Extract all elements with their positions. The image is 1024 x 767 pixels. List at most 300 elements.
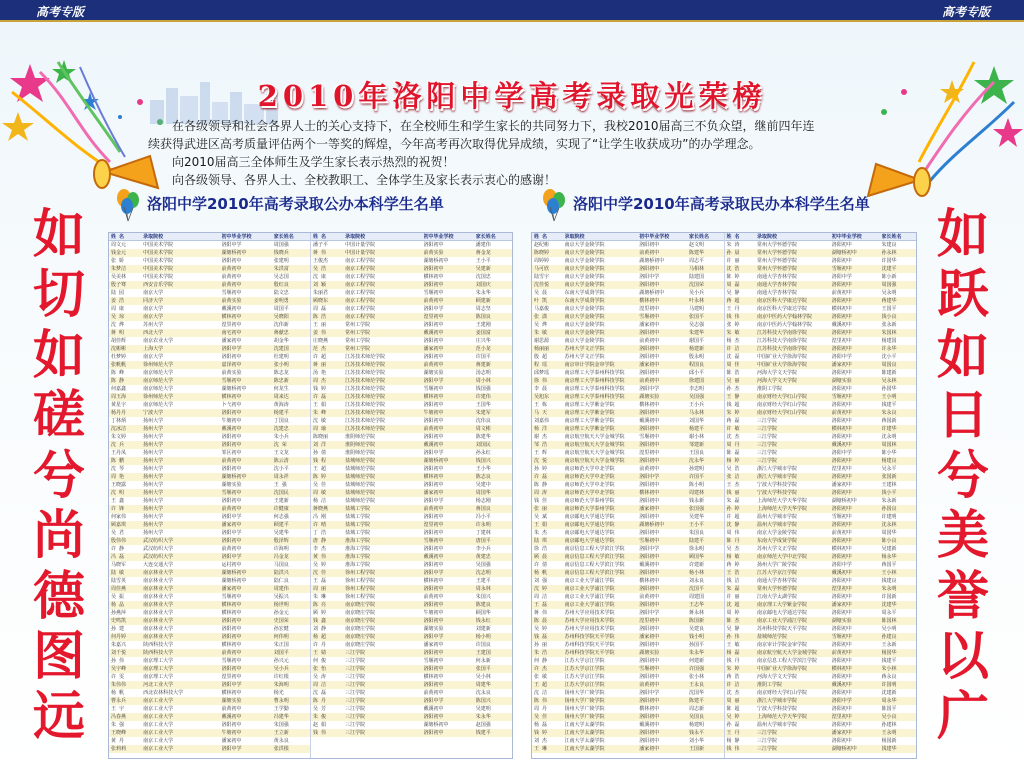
table-cell: 王建林 (881, 482, 897, 488)
table-cell: 中国矿业大学徐海学院 (757, 362, 808, 368)
table-cell: 南京审计学院金审学院 (564, 362, 615, 368)
table-row (109, 401, 310, 409)
table-cell: 洛阳初中 (221, 626, 242, 632)
table-cell: 湟里初中 (423, 522, 444, 528)
table-row (109, 337, 310, 345)
table-cell: 湖塘桥初中 (423, 258, 449, 264)
table-row (311, 673, 512, 681)
table-cell: 湟里初中 (221, 674, 242, 680)
intro-line: 续获得武进区高考质量评估两个一等奖的辉煌，今年高考再次取得优异成绩，实现了“让学生收获成功”的办学理念。 (148, 137, 761, 151)
table-cell: 潘家初中 (639, 362, 660, 368)
table-cell: 中国美术学院 (143, 250, 174, 256)
table-cell: 潘家初中 (831, 482, 852, 488)
table-cell: 洛阳初中 (221, 618, 242, 624)
table-cell: 吴美林 (111, 274, 127, 280)
table-cell: 江苏科技大学南徐学院 (757, 330, 808, 336)
table-row (725, 377, 917, 385)
table-cell: 徐 浩 (534, 546, 548, 552)
table-cell: 南京邮电大学通达学院 (564, 514, 615, 520)
right-couplet-char: 以 (936, 626, 989, 687)
table-cell: 朱国兴 (475, 594, 491, 600)
table-header-cell: 家长姓名 (689, 234, 710, 240)
table-cell: 王小平 (689, 522, 705, 528)
right-couplet-char: 美 (936, 506, 989, 567)
table-cell: 蒋国良 (475, 506, 491, 512)
table-row (311, 385, 512, 393)
table-row (109, 321, 310, 329)
table-cell: 钱国兴 (475, 458, 491, 464)
table-row (311, 361, 512, 369)
table-row (311, 585, 512, 593)
table-cell: 前黄初中 (423, 690, 444, 696)
table-row (109, 601, 310, 609)
table-cell: 钱小平 (881, 490, 897, 496)
table-cell: 南京工业大学浦江学院 (564, 594, 615, 600)
table-cell: 胡金华 (273, 338, 289, 344)
table-row (109, 721, 310, 729)
table-cell: 刘嘉伟 (534, 418, 550, 424)
table-cell: 钱 洁 (726, 578, 740, 584)
table-cell: 常州大学怀德学院 (757, 242, 798, 248)
table-cell: 洛阳初中 (831, 386, 852, 392)
table-header-cell: 初中毕业学校 (831, 234, 862, 240)
table-cell: 刘国华 (689, 418, 705, 424)
table-cell: 上海师范大学天华学院 (757, 498, 808, 504)
table-cell: 雪堰初中 (221, 594, 242, 600)
table-cell: 陆建国 (689, 274, 705, 280)
table-row (109, 737, 310, 745)
star-icon (993, 118, 1023, 147)
table-cell: 沈 洁 (534, 690, 548, 696)
table-cell: 横林初中 (221, 602, 242, 608)
table-cell: 蒋国平 (881, 562, 897, 568)
table-cell: 沈国平 (689, 586, 705, 592)
table-row (109, 281, 310, 289)
table-row (725, 481, 917, 489)
table-cell: 吴建中 (475, 482, 491, 488)
table-row (109, 697, 310, 705)
table-cell: 南京中医药大学翰林学院 (757, 322, 813, 328)
table-cell: 洛阳初中 (423, 714, 444, 720)
table-cell: 江苏大学京江学院 (564, 658, 605, 664)
table-cell: 蒋晓燕 (313, 506, 329, 512)
table-cell: 唐国平 (475, 538, 491, 544)
table-cell: 武汉纺织大学 (143, 554, 174, 560)
table-cell: 王立新 (273, 730, 289, 736)
table-cell: 南京理工大学泰州科技学院 (564, 370, 625, 376)
table-cell: 扬州大学 (143, 506, 164, 512)
table-cell: 洛阳中学 (639, 474, 660, 480)
right-couplet-char: 誉 (936, 566, 989, 627)
table-cell: 周国林 (881, 442, 897, 448)
table-cell: 顾嘉琪 (111, 522, 127, 528)
table-row (109, 713, 310, 721)
table-row (311, 305, 512, 313)
table-cell: 陈国平 (881, 706, 897, 712)
table-row (109, 505, 310, 513)
table-cell: 扬州大学 (143, 490, 164, 496)
table-header-cell: 家长姓名 (881, 234, 902, 240)
table-cell: 蒋 伟 (313, 250, 327, 256)
table-row (109, 625, 310, 633)
table-cell: 杨 杰 (726, 338, 740, 344)
table-cell: 何建新 (689, 658, 705, 664)
table-row (725, 633, 917, 641)
table-cell: 张 丽 (534, 506, 548, 512)
table-row (532, 737, 724, 745)
table-cell: 陈国林 (881, 618, 897, 624)
table-cell: 河海大学文天学院 (757, 674, 798, 680)
table-cell: 洛阳中学 (639, 610, 660, 616)
table-cell: 张 潇 (534, 314, 548, 320)
table-row (311, 657, 512, 665)
table-cell: 南京理工大学 (143, 674, 174, 680)
table-cell: 孙 建 (111, 626, 125, 632)
table-cell: 温州大学城市学院 (757, 522, 798, 528)
table-row (311, 273, 512, 281)
table-cell: 南京邮电大学通达学院 (757, 610, 808, 616)
table-row (109, 265, 310, 273)
table-cell: 蒋 伟 (534, 610, 548, 616)
table-cell: 周永平 (881, 610, 897, 616)
table-row (725, 529, 917, 537)
table-cell: 洛阳初中 (831, 314, 852, 320)
table-cell: 吴小兵 (689, 290, 705, 296)
table-cell: 洛阳初中 (423, 482, 444, 488)
table-cell: 汤 艳 (313, 370, 327, 376)
table-cell: 陈 浩 (726, 370, 740, 376)
table-cell: 湟里初中 (639, 618, 660, 624)
table-cell: 王 丹 (726, 730, 740, 736)
table-cell: 潘家初中 (221, 522, 242, 528)
table-cell: 南京医科大学康达学院 (757, 306, 808, 312)
table-cell: 周佳燕 (111, 586, 127, 592)
table-cell: 东南大学成贤学院 (757, 538, 798, 544)
table-cell: 陕西科技大学 (143, 650, 174, 656)
table-row (109, 345, 310, 353)
table-cell: 杨建平 (273, 410, 289, 416)
table-cell: 洛阳初中 (831, 258, 852, 264)
table-cell: 张洪根 (273, 746, 289, 752)
table-cell: 王 超 (313, 466, 327, 472)
table-cell: 沈永良 (475, 690, 491, 696)
table-cell: 南京工业大学 (143, 730, 174, 736)
table-cell: 沈彬彬 (111, 346, 127, 352)
table-cell: 南京大学金陵学院 (564, 266, 605, 272)
table-cell: 史鸣凯 (111, 618, 127, 624)
table-cell: 常州大学怀德学院 (757, 258, 798, 264)
table-row (725, 241, 917, 249)
table-row (311, 529, 512, 537)
intro-line: 向2010届高三全体师生及学生家长表示热烈的祝贺！ (172, 155, 455, 169)
table-cell: 前黄实验 (221, 370, 242, 376)
table-cell: 宁波大学科技学院 (757, 482, 798, 488)
table-cell: 黄 伟 (313, 554, 327, 560)
table-cell: 钱 婷 (534, 730, 548, 736)
table-cell: 杨建良 (881, 458, 897, 464)
table-cell: 周 婷 (726, 610, 740, 616)
table-cell: 东南大学成贤学院 (564, 290, 605, 296)
table-cell: 孙 倩 (313, 450, 327, 456)
table-cell: 王建新 (273, 498, 289, 504)
table-row (725, 257, 917, 265)
table-cell: 南京邮电大学通达学院 (564, 522, 615, 528)
table-cell: 杨 洋 (534, 426, 548, 432)
table-cell: 洛阳中学 (221, 554, 242, 560)
table-cell: 蒋 磊 (726, 418, 740, 424)
table-cell: 朱永华 (475, 714, 491, 720)
table-cell: 湟里初中 (831, 586, 852, 592)
table-cell: 南京林业大学 (143, 578, 174, 584)
table-row (109, 329, 310, 337)
table-cell: 潘家初中 (423, 490, 444, 496)
table-cell: 洛阳初中 (831, 738, 852, 744)
table-cell: 横林初中 (423, 674, 444, 680)
table-row (532, 641, 724, 649)
table-cell: 吴 婷 (726, 714, 740, 720)
table-cell: 苏州科技学院天平学院 (564, 650, 615, 656)
table-cell: 朱 磊 (726, 586, 740, 592)
table-cell: 陈 亮 (313, 602, 327, 608)
table-cell: 吴旭东 (534, 394, 550, 400)
table-cell: 南京理工大学泰州科技学院 (564, 386, 625, 392)
table-cell: 湖塘桥初中 (221, 578, 247, 584)
table-cell: 吴 佳 (313, 482, 327, 488)
table-cell: 盐城工学院 (345, 506, 371, 512)
table-cell: 朱 敏 (534, 330, 548, 336)
table-cell: 邱梦瑶 (534, 370, 550, 376)
table-cell: 戴溪初中 (831, 442, 852, 448)
table-row (532, 633, 724, 641)
table-cell: 洛阳初中 (423, 730, 444, 736)
table-cell: 孙国良 (881, 506, 897, 512)
table-cell: 陈小良 (881, 538, 897, 544)
table-cell: 王 丽 (313, 322, 327, 328)
table-cell: 陈 杰 (726, 618, 740, 624)
table-row (109, 481, 310, 489)
table-cell: 盐城师范学院 (345, 474, 376, 480)
table-cell: 孙 晨 (726, 250, 740, 256)
table-cell: 杨 磊 (726, 650, 740, 656)
table-cell: 朱 强 (111, 722, 125, 728)
table-cell: 杨建平 (689, 426, 705, 432)
table-cell: 上海师范大学天华学院 (757, 506, 808, 512)
table-cell: 陕西科技大学 (143, 642, 174, 648)
table-cell: 南京大学金陵学院 (564, 330, 605, 336)
table-header-cell: 家长姓名 (273, 234, 294, 240)
table-cell: 洛阳初中 (831, 594, 852, 600)
table-cell: 周玉海 (111, 394, 127, 400)
table-cell: 洛阳中学 (831, 274, 852, 280)
table-cell: 南京工业大学 (143, 738, 174, 744)
table-cell: 湖塘桥初中 (639, 522, 665, 528)
table-cell: 浙江大学城市学院 (757, 466, 798, 472)
table-row (109, 457, 310, 465)
table-row (109, 393, 310, 401)
table-cell: 洛阳初中 (639, 738, 660, 744)
table-cell: 南京大学金陵学院 (564, 306, 605, 312)
table-cell: 洛阳初中 (221, 538, 242, 544)
table-cell: 同济大学 (143, 298, 164, 304)
table-row (311, 489, 512, 497)
table-cell: 三江学院 (757, 418, 778, 424)
table-cell: 许国平 (689, 474, 705, 480)
table-cell: 南京大学金陵学院 (564, 314, 605, 320)
table-cell: 李 杰 (313, 546, 327, 552)
table-cell: 洛阳初中 (423, 586, 444, 592)
table-row (532, 745, 724, 753)
table-cell: 吴 杰 (726, 546, 740, 552)
table-cell: 刘 洋 (313, 442, 327, 448)
table-cell: 雪堰初中 (221, 490, 242, 496)
table-cell: 陆仁良 (273, 578, 289, 584)
table-cell: 雪堰初中 (639, 314, 660, 320)
table-cell: 三江学院 (757, 450, 778, 456)
table-cell: 杨国新 (881, 738, 897, 744)
table-cell: 扬州大学 (143, 418, 164, 424)
table-cell: 徐州工程学院 (345, 578, 376, 584)
table-cell: 三江学院 (345, 658, 366, 664)
table-cell: 徐州师范大学 (143, 362, 174, 368)
table-cell: 杨 帆 (111, 690, 125, 696)
table-cell: 中国矿业大学徐海学院 (757, 354, 808, 360)
table-cell: 朱小兵 (273, 434, 289, 440)
table-cell: 周国华 (475, 490, 491, 496)
table-cell: 潘家初中 (221, 586, 242, 592)
table-cell: 西北农林科技大学 (143, 690, 184, 696)
table-cell: 周 丹 (534, 706, 548, 712)
table-cell: 横林初中 (831, 426, 852, 432)
table-cell: 前黄实验 (423, 250, 444, 256)
table-row (311, 593, 512, 601)
table-cell: 周文彬 (475, 426, 491, 432)
table-cell: 吴 振 (111, 594, 125, 600)
table-cell: 蒋国新 (881, 418, 897, 424)
table-cell: 三江学院 (345, 706, 366, 712)
table-cell: 沈 杰 (726, 434, 740, 440)
table-cell: 赵国强 (475, 722, 491, 728)
table-cell: 江南大学太湖学院 (757, 594, 798, 600)
table-cell: 沈 静 (726, 522, 740, 528)
table-cell: 河北工业大学 (143, 682, 174, 688)
table-row (109, 729, 310, 737)
table-cell: 扬州大学 (143, 474, 164, 480)
table-row (109, 657, 310, 665)
table-cell: 孙 婷 (534, 466, 548, 472)
table-cell: 吴晓阳 (273, 314, 289, 320)
table-cell: 南通大学杏林学院 (757, 282, 798, 288)
table-cell: 许海明 (273, 546, 289, 552)
table-row (725, 697, 917, 705)
table-cell: 洛阳初中 (221, 634, 242, 640)
table-cell: 戴溪初中 (423, 554, 444, 560)
table-cell: 周 丹 (726, 442, 740, 448)
table-cell: 沈建平 (881, 266, 897, 272)
table-cell: 南京大学 (143, 354, 164, 360)
table-cell: 许 杰 (534, 666, 548, 672)
table-cell: 扬州大学广陵学院 (564, 706, 605, 712)
table-cell: 钱永红 (475, 618, 491, 624)
table-cell: 戴溪初中 (831, 682, 852, 688)
table-cell: 周 瑜 (313, 426, 327, 432)
table-cell: 何伟明 (273, 634, 289, 640)
table-cell: 南京师范大学中北学院 (757, 554, 808, 560)
table-row (532, 673, 724, 681)
table-cell: 庄兴华 (475, 338, 491, 344)
table-cell: 江苏科技大学南徐学院 (757, 346, 808, 352)
right-couplet-char: 如 (936, 205, 989, 265)
table-cell: 庄晓燕 (313, 338, 329, 344)
table-header-cell: 家长姓名 (475, 234, 496, 240)
table-row (532, 585, 724, 593)
table-header-cell: 录取院校 (345, 234, 366, 240)
table-cell: 许 丽 (726, 258, 740, 264)
table-cell: 邹区初中 (221, 450, 242, 456)
table-cell: 洛阳初中 (831, 690, 852, 696)
table-cell: 南京大学 (143, 306, 164, 312)
table-cell: 沈国民 (273, 490, 289, 496)
table-cell: 洛阳初中 (423, 682, 444, 688)
table-cell: 南京理工大学 (143, 658, 174, 664)
table-row (311, 721, 512, 729)
table-cell: 何嘉鑫 (111, 386, 127, 392)
table-cell: 蒋建新 (475, 362, 491, 368)
table-cell: 周 伟 (726, 530, 740, 536)
table-cell: 南京晓庄学院 (345, 642, 376, 648)
table-cell: 徐州工程学院 (345, 570, 376, 576)
table-cell: 顾国华 (475, 610, 491, 616)
table-cell: 雪堰初中 (221, 378, 242, 384)
table-row (311, 577, 512, 585)
table-cell: 杨 敏 (726, 554, 740, 560)
table-cell: 朱 涛 (726, 242, 740, 248)
table-cell: 盐城师范学院 (757, 634, 788, 640)
table-cell: 孙永林 (881, 250, 897, 256)
table-cell: 湖塘桥初中 (639, 258, 665, 264)
table-cell: 许 磊 (534, 474, 548, 480)
table-cell: 顾 晨 (534, 554, 548, 560)
table-cell: 上海师范大学天华学院 (757, 714, 808, 720)
table-row (725, 513, 917, 521)
table-row (109, 305, 310, 313)
table-cell: 南京信息工程大学滨江学院 (757, 658, 818, 664)
table-cell: 许永明 (475, 522, 491, 528)
table-cell: 洛阳初中 (423, 402, 444, 408)
table-cell: 洛阳初中 (639, 658, 660, 664)
table-cell: 牛塘初中 (221, 418, 242, 424)
table-cell: 吴建明 (475, 706, 491, 712)
table-row (109, 649, 310, 657)
table-cell: 潘家初中 (831, 362, 852, 368)
table-row (725, 433, 917, 441)
table-row (532, 377, 724, 385)
table-cell: 沈 康 (313, 274, 327, 280)
table-cell: 许 丹 (313, 642, 327, 648)
table-row (109, 425, 310, 433)
table-cell: 南京师范大学 (143, 378, 174, 384)
table-cell: 横林初中 (221, 642, 242, 648)
table-row (311, 705, 512, 713)
table-cell: 孙 杰 (726, 386, 740, 392)
table-cell: 河海大学文天学院 (757, 370, 798, 376)
table-row (109, 585, 310, 593)
table-cell: 吴永平 (881, 466, 897, 472)
table-cell: 扬州大学 (143, 514, 164, 520)
table-cell: 大连交通大学 (143, 562, 174, 568)
table-cell: 横林初中 (831, 666, 852, 672)
table-cell: 杨 超 (313, 634, 327, 640)
table-cell: 杨世明 (273, 602, 289, 608)
